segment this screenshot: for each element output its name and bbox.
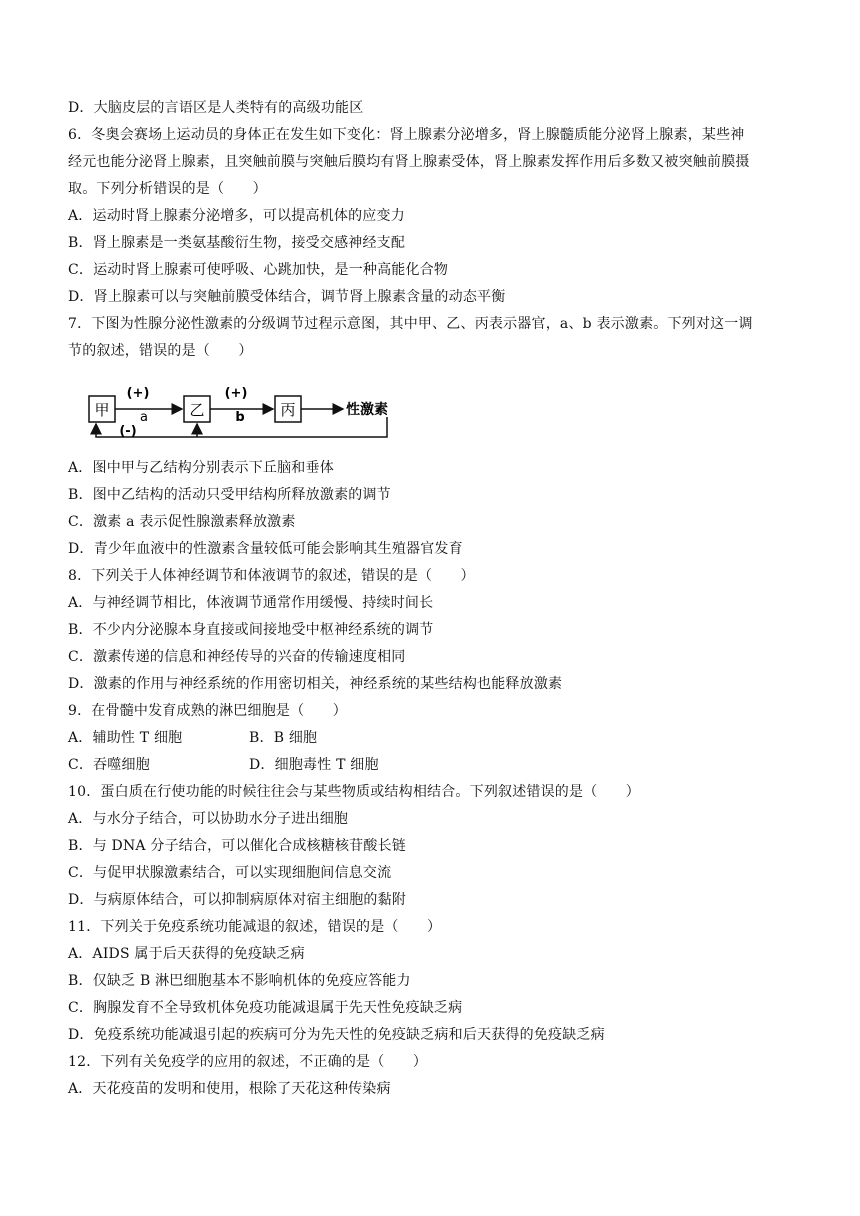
q6-option-d: D．肾上腺素可以与突触前膜受体结合，调节肾上腺素含量的动态平衡 xyxy=(68,289,506,305)
q9-option-c: C．吞噬细胞 xyxy=(68,757,150,773)
q9-option-d: D．细胞毒性 T 细胞 xyxy=(249,757,379,773)
q9-stem: 9．在骨髓中发育成熟的淋巴细胞是（ ） xyxy=(68,703,347,719)
q9-options-row2 xyxy=(68,756,798,774)
q11-option-b: B．仅缺乏 B 淋巴细胞基本不影响机体的免疫应答能力 xyxy=(68,973,411,989)
q11-option-d: D．免疫系统功能减退引起的疾病可分为先天性的免疫缺乏病和后天获得的免疫缺乏病 xyxy=(68,1027,605,1043)
q7-option-c: C．激素 a 表示促性腺激素释放激素 xyxy=(68,514,296,530)
q7-option-a: A．图中甲与乙结构分别表示下丘脑和垂体 xyxy=(68,460,334,476)
q9-options-row1 xyxy=(68,729,798,747)
q6-option-a: A．运动时肾上腺素分泌增多，可以提高机体的应变力 xyxy=(68,208,405,224)
box-bing-label: 丙 xyxy=(280,401,296,419)
box-yi-label: 乙 xyxy=(189,401,205,419)
q9-option-a: A．辅助性 T 细胞 xyxy=(68,730,183,746)
q7-option-d: D．青少年血液中的性激素含量较低可能会影响其生殖器官发育 xyxy=(68,541,463,557)
output-label: 性激素 xyxy=(346,402,388,418)
sign-feedback: (-) xyxy=(119,424,137,439)
q12-option-a: A．天花疫苗的发明和使用，根除了天花这种传染病 xyxy=(68,1081,391,1097)
q11-option-c: C．胸腺发育不全导致机体免疫功能减退属于先天性免疫缺乏病 xyxy=(68,1000,463,1016)
q6-stem-line2: 经元也能分泌肾上腺素，且突触前膜与突触后膜均有肾上腺素受体，肾上腺素发挥作用后多数又被突触前膜摄 xyxy=(68,154,750,170)
sign-b: (+) xyxy=(224,386,248,401)
q8-option-c: C．激素传递的信息和神经传导的兴奋的传输速度相同 xyxy=(68,649,406,665)
box-jia-label: 甲 xyxy=(94,401,110,419)
q8-option-b: B．不少内分泌腺本身直接或间接地受中枢神经系统的调节 xyxy=(68,622,434,638)
q11-option-a: A．AIDS 属于后天获得的免疫缺乏病 xyxy=(68,946,305,962)
q11-stem: 11．下列关于免疫系统功能减退的叙述，错误的是（ ） xyxy=(68,919,442,935)
q10-option-c: C．与促甲状腺激素结合，可以实现细胞间信息交流 xyxy=(68,865,392,881)
q6-stem-line3: 取。下列分析错误的是（ ） xyxy=(68,181,267,197)
q7-stem-line1: 7．下图为性腺分泌性激素的分级调节过程示意图，其中甲、乙、丙表示器官，a、b 表示激素。下列对这一调 xyxy=(68,316,753,332)
q6-option-c: C．运动时肾上腺素可使呼吸、心跳加快，是一种高能化合物 xyxy=(68,262,449,278)
q5-option-d: D．大脑皮层的言语区是人类特有的高级功能区 xyxy=(68,100,364,116)
label-a: a xyxy=(140,410,148,425)
q8-option-a: A．与神经调节相比，体液调节通常作用缓慢、持续时间长 xyxy=(68,595,434,611)
q7-stem-line2: 节的叙述，错误的是（ ） xyxy=(68,343,253,359)
q10-option-d: D．与病原体结合，可以抑制病原体对宿主细胞的黏附 xyxy=(68,892,407,908)
q10-option-b: B．与 DNA 分子结合，可以催化合成核糖核苷酸长链 xyxy=(68,838,406,854)
q8-stem: 8．下列关于人体神经调节和体液调节的叙述，错误的是（ ） xyxy=(68,568,475,584)
sign-a: (+) xyxy=(126,386,150,401)
q6-stem-line1: 6．冬奥会赛场上运动员的身体正在发生如下变化：肾上腺素分泌增多，肾上腺髓质能分泌肾上腺素，某些神 xyxy=(68,127,745,143)
q6-option-b: B．肾上腺素是一类氨基酸衍生物，接受交感神经支配 xyxy=(68,235,406,251)
q10-option-a: A．与水分子结合，可以协助水分子进出细胞 xyxy=(68,811,349,827)
hormone-regulation-diagram xyxy=(86,383,416,443)
q7-option-b: B．图中乙结构的活动只受甲结构所释放激素的调节 xyxy=(68,487,391,503)
label-b: b xyxy=(235,410,245,425)
q12-stem: 12．下列有关免疫学的应用的叙述，不正确的是（ ） xyxy=(68,1054,428,1070)
q9-option-b: B．B 细胞 xyxy=(249,730,318,746)
q10-stem: 10．蛋白质在行使功能的时候往往会与某些物质或结构相结合。下列叙述错误的是（ ） xyxy=(68,784,641,800)
q8-option-d: D．激素的作用与神经系统的作用密切相关，神经系统的某些结构也能释放激素 xyxy=(68,676,563,692)
